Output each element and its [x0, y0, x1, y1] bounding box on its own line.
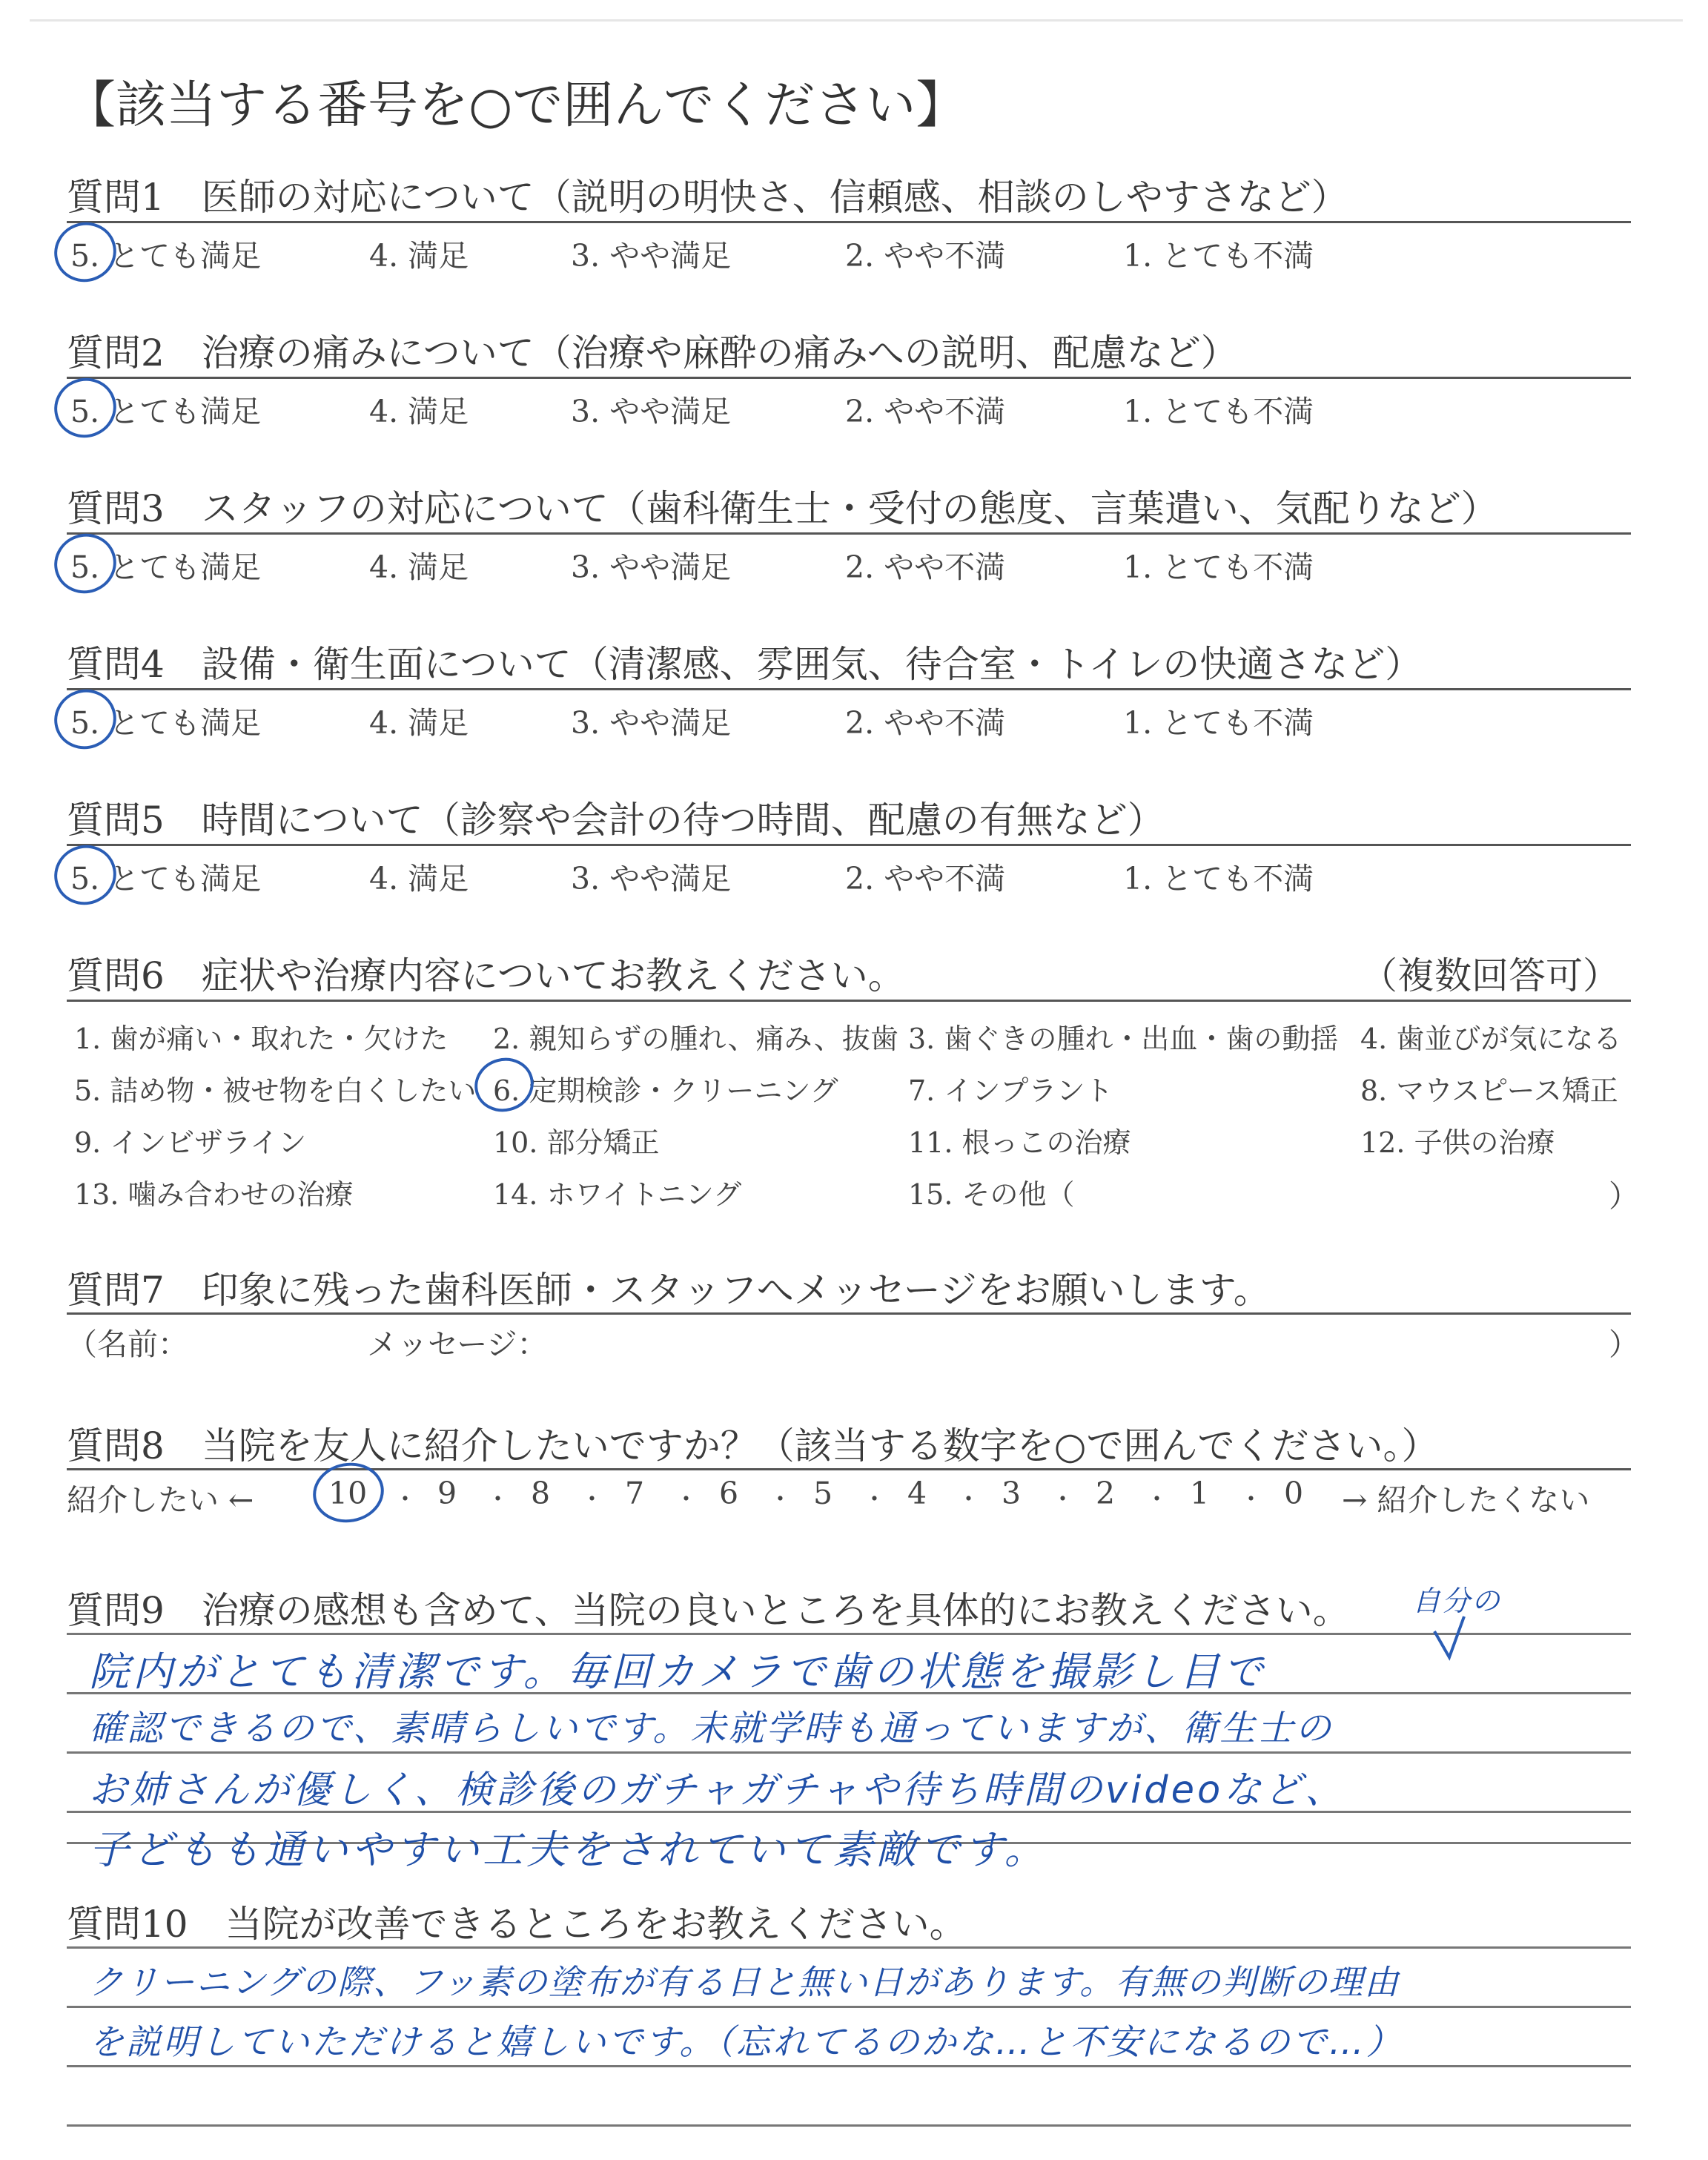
- q8-separator: ・: [1050, 1484, 1075, 1513]
- q6-option-1[interactable]: 1. 歯が痛い・取れた・欠けた: [74, 1023, 448, 1055]
- q3-option-3[interactable]: 3. やや満足: [571, 549, 732, 585]
- q2-option-2[interactable]: 2. やや不満: [845, 394, 1006, 429]
- q6-option-8[interactable]: 8. マウスピース矯正: [1360, 1074, 1618, 1107]
- q8-right-label: → 紹介したくない: [1342, 1482, 1590, 1518]
- q5-option-1[interactable]: 1. とても不満: [1123, 861, 1314, 896]
- q1-option-3[interactable]: 3. やや満足: [571, 238, 732, 274]
- question-3-rule: [67, 532, 1631, 535]
- question-8-title: 質問8 当院を友人に紹介したいですか？（該当する数字を○で囲んでください。）: [67, 1424, 1439, 1467]
- question-6-title: 質問6 症状や治療内容についてお教えください。: [67, 954, 905, 997]
- q8-scale-1[interactable]: 1: [1190, 1476, 1210, 1511]
- q6-option-5[interactable]: 5. 詰め物・被せ物を白くしたい: [74, 1074, 477, 1107]
- question-4-title: 質問4 設備・衛生面について（清潔感、雰囲気、待合室・トイレの快適さなど）: [67, 643, 1423, 686]
- q8-separator: ・: [393, 1484, 417, 1513]
- q5-option-3[interactable]: 3. やや満足: [571, 861, 732, 896]
- q8-scale-2[interactable]: 2: [1096, 1476, 1116, 1511]
- q8-separator: ・: [956, 1484, 981, 1513]
- q9-insertion-caret: [1434, 1616, 1464, 1657]
- q8-scale-6[interactable]: 6: [719, 1476, 739, 1511]
- q2-option-1[interactable]: 1. とても不満: [1123, 394, 1314, 429]
- q7-name-label: （名前：: [67, 1327, 188, 1362]
- q8-scale-9[interactable]: 9: [437, 1476, 457, 1511]
- q10-answer-line-1: [67, 1946, 1631, 1949]
- q5-option-2[interactable]: 2. やや不満: [845, 861, 1006, 896]
- question-1-rule: [67, 221, 1631, 223]
- q8-separator: ・: [768, 1484, 792, 1513]
- q3-option-4[interactable]: 4. 満足: [369, 549, 469, 585]
- question-6-note: （複数回答可）: [1360, 954, 1620, 997]
- q3-option-2[interactable]: 2. やや不満: [845, 549, 1006, 585]
- question-7-title: 質問7 印象に残った歯科医師・スタッフへメッセージをお願いします。: [67, 1269, 1271, 1312]
- q8-scale-4[interactable]: 4: [907, 1476, 927, 1511]
- q4-option-3[interactable]: 3. やや満足: [571, 705, 732, 741]
- q6-option-7[interactable]: 7. インプラント: [908, 1074, 1113, 1107]
- q9-handwritten-answer-4: 子どもも通いやすい工夫をされていて素敵です。: [89, 1826, 1048, 1873]
- question-7-rule: [67, 1312, 1631, 1315]
- q6-option-9[interactable]: 9. インビザライン: [74, 1126, 307, 1159]
- q8-scale-7[interactable]: 7: [625, 1476, 645, 1511]
- q4-option-4[interactable]: 4. 満足: [369, 705, 469, 741]
- q8-separator: ・: [580, 1484, 604, 1513]
- q8-scale-5[interactable]: 5: [813, 1476, 833, 1511]
- question-10-title: 質問10 当院が改善できるところをお教えください。: [67, 1903, 967, 1946]
- q6-option-14[interactable]: 14. ホワイトニング: [493, 1178, 742, 1211]
- q8-scale-10[interactable]: 10: [328, 1476, 368, 1511]
- q10-answer-line-3: [67, 2065, 1631, 2067]
- q6-option-3[interactable]: 3. 歯ぐきの腫れ・出血・歯の動揺: [908, 1023, 1339, 1055]
- q9-handwritten-answer-3: お姉さんが優しく、検診後のガチャガチャや待ち時間のvideoなど、: [89, 1768, 1346, 1812]
- question-8-rule: [67, 1468, 1631, 1470]
- q6-other-close-paren: ）: [1609, 1178, 1639, 1214]
- q9-answer-line-3: [67, 1751, 1631, 1754]
- q4-option-1[interactable]: 1. とても不満: [1123, 705, 1314, 741]
- question-2-title: 質問2 治療の痛みについて（治療や麻酔の痛みへの説明、配慮など）: [67, 331, 1238, 374]
- q8-scale-8[interactable]: 8: [531, 1476, 551, 1511]
- q8-separator: ・: [674, 1484, 698, 1513]
- q8-left-label: 紹介したい ←: [67, 1482, 254, 1518]
- q3-option-1[interactable]: 1. とても不満: [1123, 549, 1314, 585]
- q1-option-1[interactable]: 1. とても不満: [1123, 238, 1314, 274]
- question-5-title: 質問5 時間について（診察や会計の待つ時間、配慮の有無など）: [67, 799, 1165, 842]
- q4-option-5[interactable]: 5. とても満足: [70, 705, 262, 741]
- q4-option-2[interactable]: 2. やや不満: [845, 705, 1006, 741]
- q9-handwritten-insertion: 自分の: [1412, 1585, 1502, 1617]
- q10-handwritten-answer-2: を説明していただけると嬉しいです。（忘れてるのかな…と不安になるので…）: [89, 2022, 1403, 2063]
- q1-option-2[interactable]: 2. やや不満: [845, 238, 1006, 274]
- question-5-rule: [67, 844, 1631, 846]
- q6-option-11[interactable]: 11. 根っこの治療: [908, 1126, 1131, 1159]
- q1-option-4[interactable]: 4. 満足: [369, 238, 469, 274]
- q10-handwritten-answer-1: クリーニングの際、フッ素の塗布が有る日と無い日があります。有無の判断の理由: [89, 1962, 1400, 2002]
- question-1-title: 質問1 医師の対応について（説明の明快さ、信頼感、相談のしやすさなど）: [67, 176, 1348, 219]
- q6-option-12[interactable]: 12. 子供の治療: [1360, 1126, 1555, 1159]
- q6-option-4[interactable]: 4. 歯並びが気になる: [1360, 1023, 1622, 1055]
- q10-answer-line-4: [67, 2124, 1631, 2127]
- question-4-rule: [67, 688, 1631, 690]
- q3-option-5[interactable]: 5. とても満足: [70, 549, 262, 585]
- q8-separator: ・: [1145, 1484, 1169, 1513]
- q2-option-4[interactable]: 4. 満足: [369, 394, 469, 429]
- q8-separator: ・: [862, 1484, 887, 1513]
- q2-option-3[interactable]: 3. やや満足: [571, 394, 732, 429]
- question-6-rule: [67, 1000, 1631, 1002]
- question-2-rule: [67, 377, 1631, 379]
- q8-scale-0[interactable]: 0: [1284, 1476, 1304, 1511]
- q5-option-5[interactable]: 5. とても満足: [70, 861, 262, 896]
- page-title: 【該当する番号を○で囲んでください】: [65, 76, 967, 135]
- q9-handwritten-answer-2: 確認できるので、素晴らしいです。未就学時も通っていますが、衛生士の: [89, 1708, 1334, 1749]
- q6-option-2[interactable]: 2. 親知らずの腫れ、痛み、抜歯: [493, 1023, 898, 1055]
- q10-answer-line-2: [67, 2006, 1631, 2008]
- question-3-title: 質問3 スタッフの対応について（歯科衛生士・受付の態度、言葉遣い、気配りなど）: [67, 487, 1498, 530]
- question-9-title: 質問9 治療の感想も含めて、当院の良いところを具体的にお教えください。: [67, 1589, 1350, 1632]
- q6-option-10[interactable]: 10. 部分矯正: [493, 1126, 660, 1159]
- q8-scale-3[interactable]: 3: [1002, 1476, 1022, 1511]
- q5-option-4[interactable]: 4. 満足: [369, 861, 469, 896]
- q1-option-5[interactable]: 5. とても満足: [70, 238, 262, 274]
- q8-separator: ・: [486, 1484, 510, 1513]
- q9-handwritten-answer-1: 院内がとても清潔です。毎回カメラで歯の状態を撮影し目で: [89, 1648, 1267, 1695]
- q6-option-6[interactable]: 6. 定期検診・クリーニング: [493, 1074, 838, 1107]
- top-border-line: [30, 19, 1683, 22]
- q2-option-5[interactable]: 5. とても満足: [70, 394, 262, 429]
- q9-answer-line-1: [67, 1633, 1631, 1635]
- q8-separator: ・: [1239, 1484, 1263, 1513]
- q7-message-label: メッセージ：: [367, 1327, 548, 1362]
- q7-close-paren: ）: [1609, 1327, 1639, 1362]
- q6-option-15[interactable]: 15. その他（: [908, 1178, 1075, 1211]
- q6-option-13[interactable]: 13. 噛み合わせの治療: [74, 1178, 354, 1211]
